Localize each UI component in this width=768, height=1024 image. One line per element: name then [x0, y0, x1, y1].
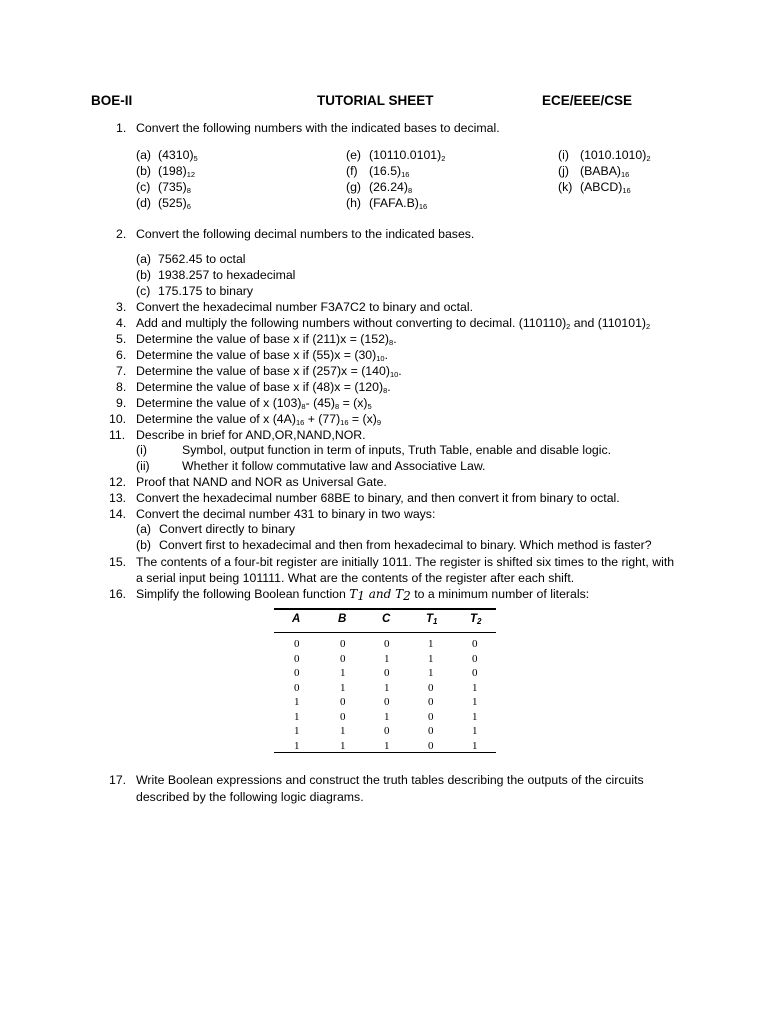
- question-text: Determine the value of base x if $(257)x = (140)_{10}$.: [136, 364, 402, 379]
- table-cell: 1: [472, 710, 478, 723]
- item-value: (FAFA.B): [369, 196, 419, 210]
- item-label: (i): [558, 148, 569, 162]
- conversion-item: [558, 180, 631, 194]
- table-cell: 0: [340, 652, 346, 665]
- table-cell: 1: [428, 638, 434, 650]
- question-text: Simplify the following Boolean function $T_1$ and $T_2$ to a minimum number of literals:: [136, 587, 590, 603]
- conversion-item: [558, 148, 651, 162]
- conversion-item: [346, 164, 409, 178]
- question-number: 16.: [109, 587, 127, 601]
- item-value: (4310): [158, 148, 194, 162]
- table-cell: 1: [384, 739, 390, 752]
- table-header-cell: [338, 613, 346, 625]
- question-text-line-2: described by the following logic diagrams.: [136, 790, 364, 804]
- question-text-line-2: a serial input being 101111. What are the contents of the register after each shift.: [136, 571, 575, 585]
- sub-item-label: (ii): [136, 459, 150, 473]
- question-text: Convert the hexadecimal number 68BE to binary, and then convert it from binary to octal.: [136, 491, 620, 505]
- item-label: (h): [346, 196, 362, 210]
- question-text: Convert the hexadecimal number F3A7C2 to binary and octal.: [136, 300, 473, 314]
- table-bottom-rule: [274, 752, 496, 753]
- table-cell: 0: [384, 667, 390, 679]
- item-label: (f): [346, 164, 358, 178]
- question-text: Determine the value of x $(103)_8-$ $(45)_8 = (x)_5$: [136, 396, 372, 411]
- item-base: 16: [418, 202, 428, 211]
- question-text: Convert the following numbers with the indicated bases to decimal.: [136, 121, 500, 135]
- question-number: 9.: [116, 396, 127, 410]
- question-number: 10.: [109, 412, 127, 426]
- sub-item-label: (b): [136, 268, 152, 282]
- table-cell: 1: [428, 667, 434, 679]
- item-value: (735): [158, 180, 187, 194]
- header-name: T: [470, 613, 478, 625]
- header-name: A: [292, 613, 301, 625]
- question-text: Determine the value of base x if $(48)x = (120)_8$.: [136, 380, 391, 395]
- item-value: (26.24): [369, 180, 408, 194]
- header-name: T: [426, 613, 434, 625]
- table-cell: 1: [294, 739, 300, 752]
- sub-item: [136, 284, 253, 298]
- conversion-item: [136, 148, 198, 162]
- question-text-line-1: Write Boolean expressions and construct the truth tables describing the outputs of the circuits: [136, 773, 644, 787]
- conversion-item: [136, 180, 191, 194]
- table-cell: 0: [340, 710, 346, 723]
- table-cell: 1: [340, 725, 346, 737]
- table-header-cell: [470, 613, 481, 625]
- header-course: BOE-II: [91, 93, 133, 108]
- sub-item-text: Symbol, output function in term of inputs, Truth Table, enable and disable logic.: [182, 443, 612, 457]
- item-value: (1010.1010): [580, 148, 647, 162]
- table-cell: 0: [384, 638, 390, 650]
- table-cell: 1: [340, 681, 346, 694]
- item-label: (j): [558, 164, 569, 178]
- question-number: 3.: [116, 300, 127, 314]
- sub-item-text: 175.175 to binary: [158, 284, 254, 298]
- sub-item-text: Convert directly to binary: [159, 522, 296, 536]
- table-top-rule: [274, 608, 496, 610]
- item-base: 8: [186, 186, 191, 195]
- table-cell: 1: [294, 710, 300, 723]
- conversion-item: [136, 164, 195, 178]
- sub-item-label: (c): [136, 284, 151, 298]
- question-number: 6.: [116, 348, 127, 362]
- header-branches: ECE/EEE/CSE: [542, 93, 633, 108]
- item-value: (16.5): [369, 164, 402, 178]
- item-value: (198): [158, 164, 187, 178]
- item-base: 12: [186, 170, 196, 179]
- header-name: B: [338, 613, 347, 625]
- question-number: 4.: [116, 316, 127, 330]
- header-subscript: 1: [433, 617, 438, 626]
- sub-item-text: Whether it follow commutative law and Associative Law.: [182, 459, 486, 473]
- sub-item-text: 7562.45 to octal: [158, 252, 246, 266]
- table-cell: 0: [428, 739, 434, 752]
- conversion-item: [558, 164, 629, 178]
- sub-item-label: (a): [136, 522, 152, 536]
- question-text-line-1: The contents of a four-bit register are initially 1011. The register is shifted six times to the right, with: [136, 555, 675, 569]
- item-label: (b): [136, 164, 152, 178]
- table-cell: 1: [384, 652, 390, 665]
- conversion-item: [346, 180, 412, 194]
- table-cell: 0: [472, 667, 478, 679]
- table-cell: 0: [294, 667, 300, 679]
- table-cell: 0: [340, 638, 346, 650]
- item-label: (g): [346, 180, 362, 194]
- sub-item: [136, 268, 295, 282]
- item-base: 16: [401, 170, 410, 179]
- question-number: 15.: [109, 555, 127, 569]
- question-text: Describe in brief for AND,OR,NAND,NOR.: [136, 428, 366, 442]
- item-base: 16: [622, 186, 631, 195]
- question-text: Convert the following decimal numbers to the indicated bases.: [136, 227, 475, 241]
- table-cell: 0: [428, 681, 434, 694]
- table-cell: 1: [340, 667, 346, 679]
- table-cell: 0: [472, 652, 478, 665]
- header-title: TUTORIAL SHEET: [317, 93, 434, 108]
- item-base: 5: [193, 154, 198, 163]
- sub-item-label: (b): [136, 538, 152, 552]
- table-cell: 1: [294, 696, 300, 708]
- item-base: 2: [646, 154, 651, 163]
- table-cell: 1: [340, 739, 346, 752]
- question-number: 14.: [109, 507, 127, 521]
- sub-item: [136, 252, 246, 266]
- question-text: Determine the value of base x if $(55)x = (30)_{10}$.: [136, 348, 389, 363]
- question-text: Add and multiply the following numbers without converting to decimal. $(110110)_2$ and $(110101)_2$: [136, 316, 651, 331]
- header-subscript: 2: [477, 617, 482, 626]
- question-text: Proof that NAND and NOR as Universal Gate.: [136, 475, 387, 489]
- table-cell: 0: [428, 710, 434, 723]
- table-cell: 1: [428, 652, 434, 665]
- table-cell: 0: [428, 725, 434, 737]
- sub-item-text: 1938.257 to hexadecimal: [158, 268, 296, 282]
- item-value: (525): [158, 196, 187, 210]
- item-label: (a): [136, 148, 152, 162]
- table-cell: 0: [472, 638, 478, 650]
- item-base: 8: [407, 186, 413, 195]
- item-base: 6: [186, 202, 191, 211]
- table-header-cell: [292, 613, 300, 625]
- item-label: (c): [136, 180, 151, 194]
- question-text: Convert the decimal number 431 to binary in two ways:: [136, 507, 436, 521]
- item-base: 16: [621, 170, 630, 179]
- conversion-item: [346, 196, 427, 210]
- item-value: (10110.0101): [369, 148, 442, 162]
- truth-table: [274, 608, 496, 754]
- conversion-item: [136, 196, 191, 210]
- question-number: 7.: [116, 364, 127, 378]
- table-cell: 1: [472, 681, 478, 694]
- table-cell: 1: [472, 725, 478, 737]
- table-cell: 0: [294, 652, 300, 665]
- table-cell: 0: [294, 681, 300, 694]
- table-cell: 0: [384, 725, 390, 737]
- question-number: 5.: [116, 332, 127, 346]
- conversion-item: [346, 148, 445, 162]
- sub-item-text: Convert first to hexadecimal and then from hexadecimal to binary. Which method is faster?: [159, 538, 652, 552]
- table-header-rule: [274, 632, 496, 633]
- table-cell: 0: [340, 696, 346, 708]
- table-cell: 0: [294, 638, 300, 650]
- header-name: C: [382, 613, 391, 625]
- question-number: 17.: [109, 773, 127, 787]
- question-text: Determine the value of x $(4A)_{16} + (77)_{16} = (x)_9$: [136, 412, 382, 427]
- question-text: Determine the value of base x if $(211)x = (152)_8$.: [136, 332, 397, 347]
- question-number: 2.: [116, 227, 127, 241]
- item-label: (k): [558, 180, 573, 194]
- table-header-cell: [382, 613, 390, 625]
- item-value: (BABA): [580, 164, 621, 178]
- question-number: 13.: [109, 491, 127, 505]
- table-header-cell: [426, 613, 437, 625]
- table-cell: 1: [384, 710, 390, 723]
- item-base: 2: [441, 154, 446, 163]
- question-number: 8.: [116, 380, 127, 394]
- table-cell: 0: [384, 696, 390, 708]
- question-number: 12.: [109, 475, 127, 489]
- item-label: (d): [136, 196, 152, 210]
- item-label: (e): [346, 148, 362, 162]
- table-cell: 1: [384, 681, 390, 694]
- table-cell: 1: [472, 696, 478, 708]
- table-cell: 1: [472, 739, 478, 752]
- table-cell: 0: [428, 696, 434, 708]
- table-cell: 1: [294, 725, 300, 737]
- question-number: 1.: [116, 121, 127, 135]
- item-value: (ABCD): [580, 180, 623, 194]
- sub-item-label: (i): [136, 443, 147, 457]
- sub-item-label: (a): [136, 252, 152, 266]
- question-number: 11.: [109, 428, 126, 442]
